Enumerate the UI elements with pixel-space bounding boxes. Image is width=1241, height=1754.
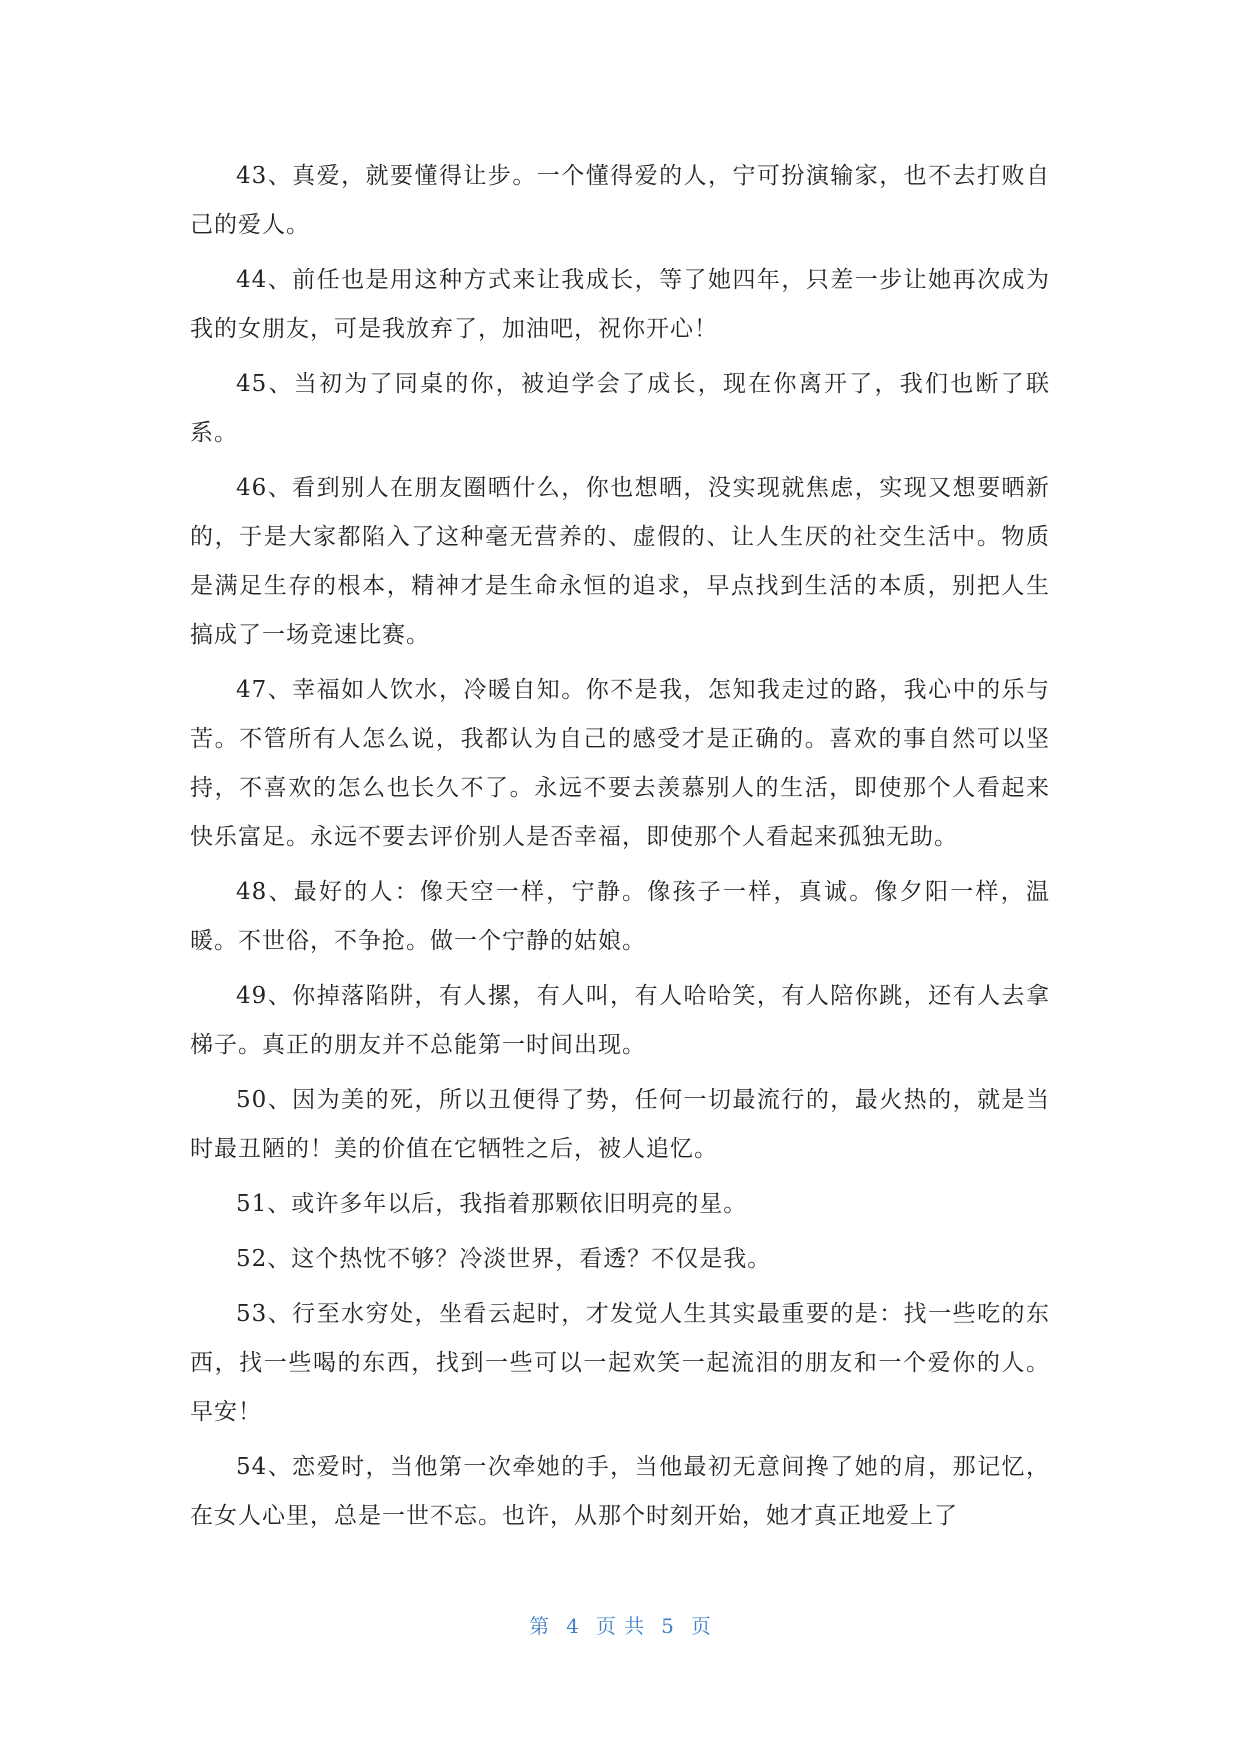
footer-suffix: 页 [690,1614,712,1638]
footer-current-page: 4 [566,1614,580,1638]
paragraph-44: 44、前任也是用这种方式来让我成长，等了她四年，只差一步让她再次成为我的女朋友，可是我放弃了，加油吧，祝你开心！ [190,267,1050,342]
paragraph-53: 53、行至水穷处，坐看云起时，才发觉人生其实最重要的是：找一些吃的东西，找一些喝的东西，找到一些可以一起欢笑一起流泪的朋友和一个爱你的人。早安！ [190,1301,1050,1425]
paragraph-50: 50、因为美的死，所以丑便得了势，任何一切最流行的，最火热的，就是当时最丑陋的！美的价值在它牺牲之后，被人追忆。 [190,1087,1050,1162]
paragraph-52: 52、这个热忱不够？冷淡世界，看透？不仅是我。 [236,1246,772,1272]
paragraph-49: 49、你掉落陷阱，有人摞，有人叫，有人哈哈笑，有人陪你跳，还有人去拿梯子。真正的朋友并不总能第一时间出现。 [190,983,1050,1058]
paragraph-51: 51、或许多年以后，我指着那颗依旧明亮的星。 [236,1191,748,1217]
document-body [190,152,1050,1547]
paragraph-54: 54、恋爱时，当他第一次牵她的手，当他最初无意间搀了她的肩，那记忆，在女人心里，总是一世不忘。也许，从那个时刻开始，她才真正地爱上了 [190,1454,1050,1529]
paragraph-45: 45、当初为了同桌的你，被迫学会了成长，现在你离开了，我们也断了联系。 [190,371,1050,446]
paragraph-43: 43、真爱，就要懂得让步。一个懂得爱的人，宁可扮演输家，也不去打败自己的爱人。 [190,163,1050,238]
paragraph-46: 46、看到别人在朋友圈晒什么，你也想晒，没实现就焦虑，实现又想要晒新的，于是大家都陷入了这种毫无营养的、虚假的、让人生厌的社交生活中。物质是满足生存的根本，精神才是生命永恒的追求，早点找到生活的本质，别把人生搞成了一场竞速比赛。 [190,475,1050,648]
paragraph-48: 48、最好的人：像天空一样，宁静。像孩子一样，真诚。像夕阳一样，温暖。不世俗，不争抢。做一个宁静的姑娘。 [190,879,1050,954]
footer-middle: 页 共 [595,1614,646,1638]
footer-total-pages: 5 [661,1614,675,1638]
paragraph-47: 47、幸福如人饮水，冷暖自知。你不是我，怎知我走过的路，我心中的乐与苦。不管所有人怎么说，我都认为自己的感受才是正确的。喜欢的事自然可以坚持，不喜欢的怎么也长久不了。永远不要去羡慕别人的生活，即使那个人看起来快乐富足。永远不要去评价别人是否幸福，即使那个人看起来孤独无助。 [190,677,1050,850]
page-number-footer [0,1610,1241,1639]
footer-prefix: 第 [529,1614,551,1638]
